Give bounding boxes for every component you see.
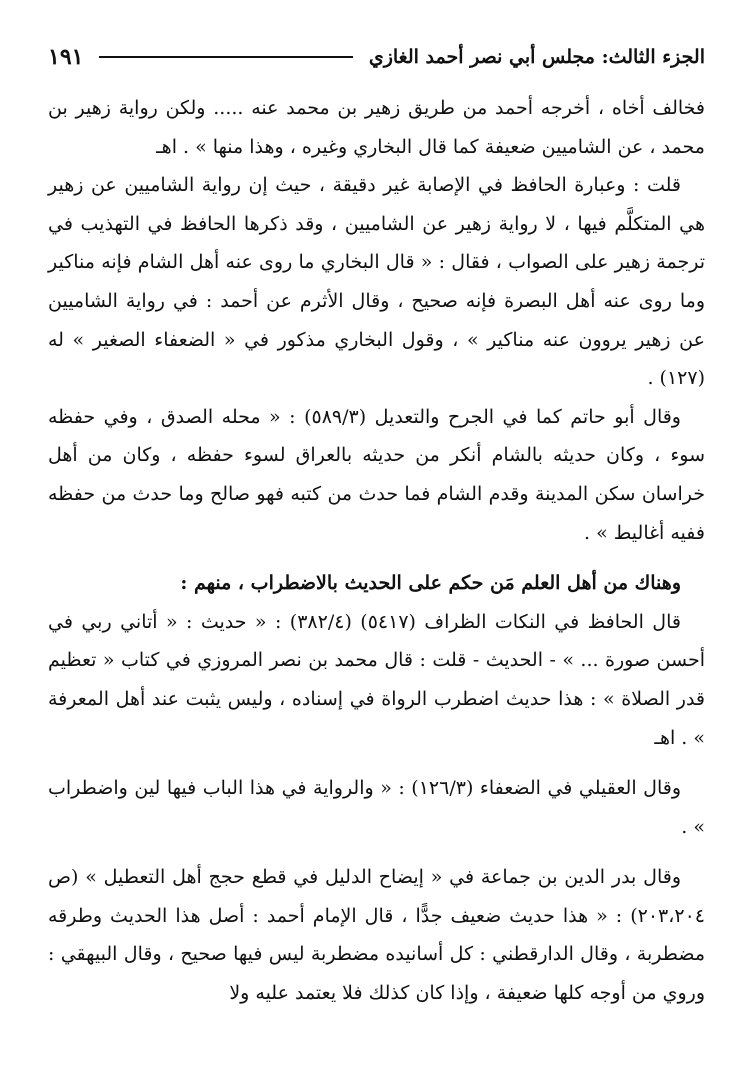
running-title: الجزء الثالث: مجلس أبي نصر أحمد الغازي <box>368 46 705 68</box>
paragraph-6: وقال بدر الدين بن جماعة في « إيضاح الدليل في قطع حجج أهل التعطيل » (ص ٢٠٣،٢٠٤) : « هذا حديث ضعيف جدًّا ، قال الإمام أحمد : أصل هذا الحديث وطرقه مضطربة ، وقال الدارقطني : كل أسانيده مضطربة ليس فيها صحيح ، وقال البيهقي : وروي من أوجه كلها ضعيفة ، وإذا كان كذلك فلا يعتمد عليه ولا <box>48 866 705 1005</box>
page-number: ١٩١ <box>48 44 84 70</box>
header-rule <box>99 56 352 58</box>
paragraph-1: فخالف أخاه ، أخرجه أحمد من طريق زهير بن محمد عنه ..... ولكن رواية زهير بن محمد ، عن الشاميين ضعيفة كما قال البخاري وغيره ، وهذا منها » . اهـ <box>48 97 705 158</box>
page-body <box>48 89 705 1013</box>
paragraph-3: وقال أبو حاتم كما في الجرح والتعديل (٥٨٩/٣) : « محله الصدق ، وفي حفظه سوء ، وكان حديثه بالشام أنكر من حديثه بالعراق لسوء حفظه ، وكان من أهل خراسان سكن المدينة وقدم الشام فما حدث من كتبه فهو صالح وما حدث من حفظه ففيه أغاليط » . <box>48 405 705 544</box>
paragraph-4: قال الحافظ في النكات الظراف (٥٤١٧) (٣٨٢/٤) : « حديث : « أتاني ربي في أحسن صورة ... » - الحديث - قلت : قال محمد بن نصر المروزي في كتاب « تعظيم قدر الصلاة » : هذا حديث اضطرب الرواة في إسناده ، وليس يثبت عند أهل المعرفة » . اهـ <box>48 610 705 749</box>
section-heading: وهناك من أهل العلم مَن حكم على الحديث بالاضطراب ، منهم : <box>180 572 681 595</box>
paragraph-2: قلت : وعبارة الحافظ في الإصابة غير دقيقة ، حيث إن رواية الشاميين عن زهير هي المتكلَّم فيها ، لا رواية زهير عن الشاميين ، وقد ذكرها الحافظ في التهذيب في ترجمة زهير على الصواب ، فقال : « قال البخاري ما روى عنه أهل الشام فإنه مناكير وما روى عنه أهل البصرة فإنه صحيح ، وقال الأثرم عن أحمد : في رواية الشاميين عن زهير يروون عنه مناكير » ، وقول البخاري مذكور في « الضعفاء الصغير » له (١٢٧) . <box>48 174 705 390</box>
paragraph-5: وقال العقيلي في الضعفاء (١٢٦/٣) : « والرواية في هذا الباب فيها لين واضطراب » . <box>48 777 705 838</box>
page-header <box>48 40 705 74</box>
